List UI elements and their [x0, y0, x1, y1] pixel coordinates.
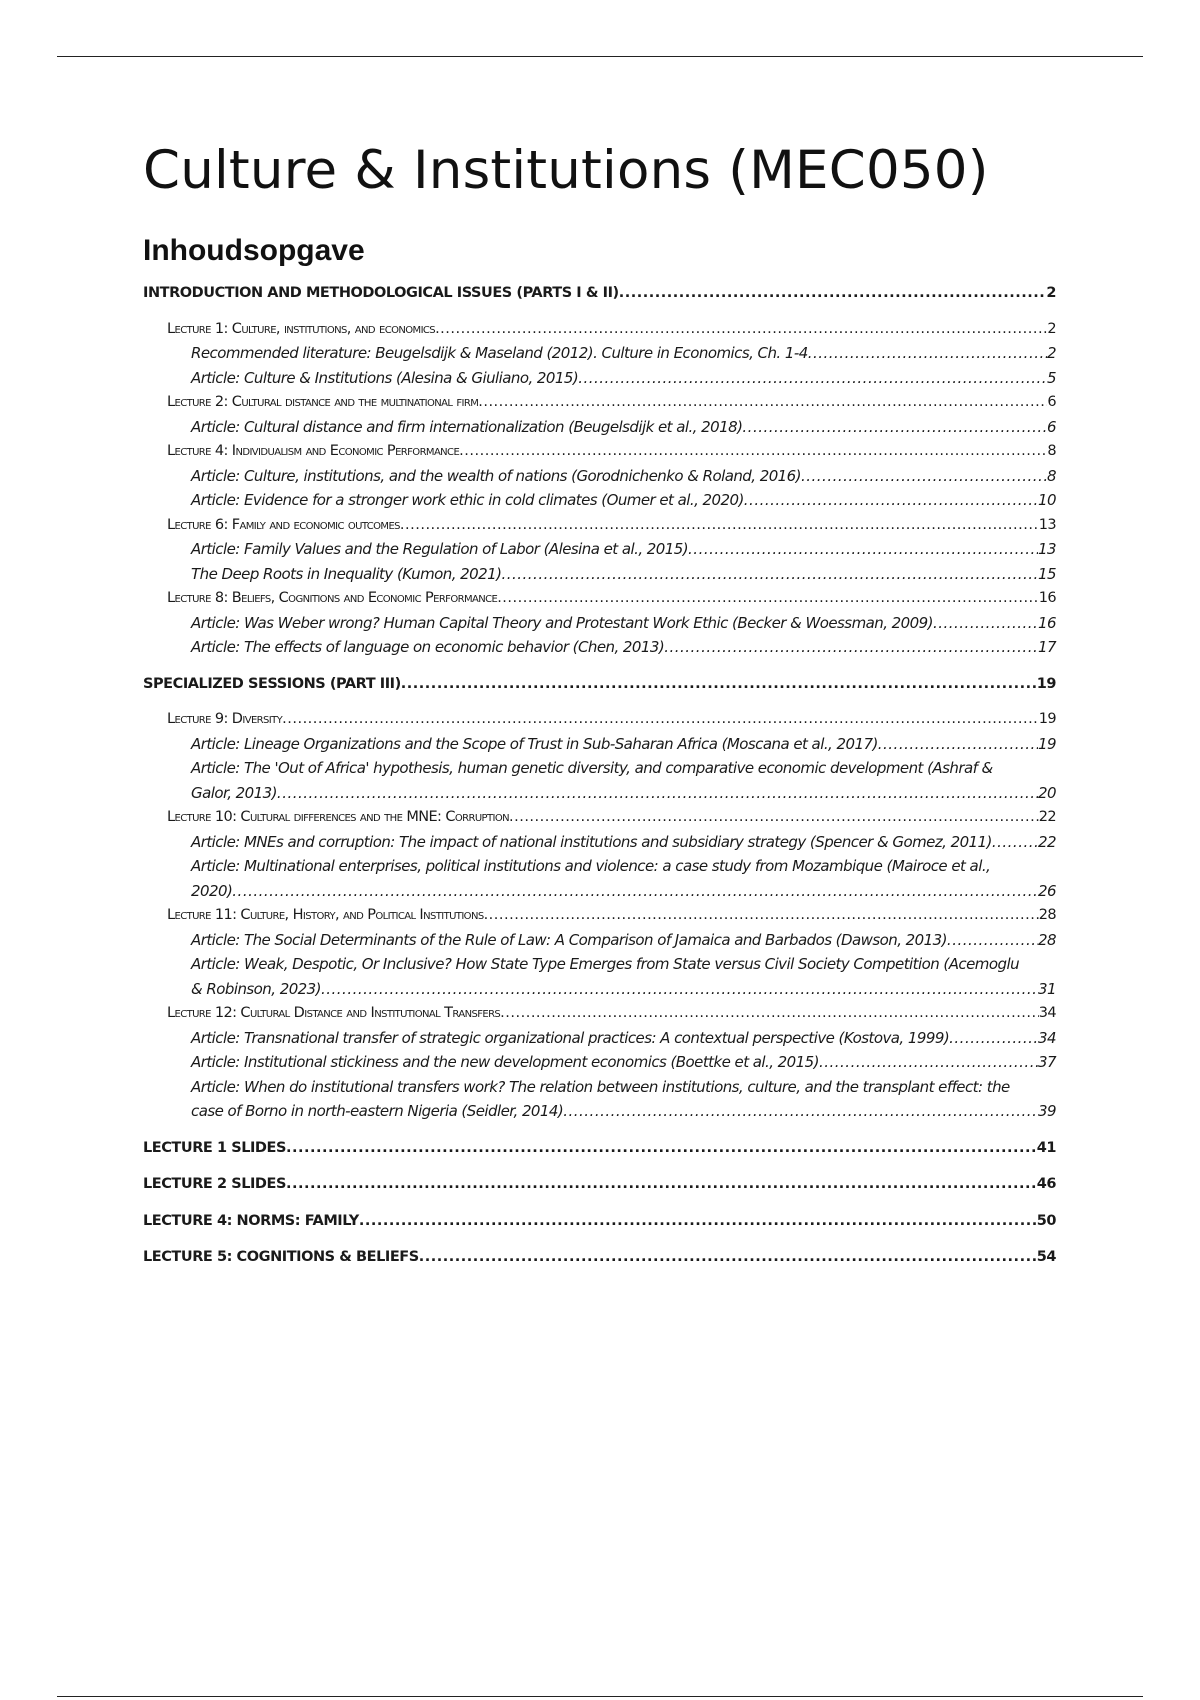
toc-page-number: 2 [1046, 285, 1056, 301]
toc-page-number: 28 [1038, 930, 1056, 949]
toc-leader-dots [232, 879, 1038, 904]
toc-entry-line [167, 903, 1056, 928]
toc-page-number: 28 [1038, 907, 1056, 923]
toc-entry-level-2[interactable] [167, 439, 1056, 464]
toc-entry-level-2[interactable] [167, 586, 1056, 611]
toc-entry-text: Article: Evidence for a stronger work ethic in cold climates (Oumer et al., 2020) [191, 491, 744, 509]
toc-leader-dots [933, 611, 1038, 636]
toc-entry-line [143, 1209, 1056, 1234]
toc-page-number: 19 [1036, 675, 1056, 692]
toc-leader-dots [878, 732, 1038, 757]
toc-entry-line [167, 1001, 1056, 1026]
toc-entry-text: SPECIALIZED SESSIONS (PART III) [143, 675, 401, 692]
toc-leader-dots [744, 488, 1038, 513]
toc-entry-text: LECTURE 2 SLIDES [143, 1176, 286, 1192]
toc-entry-level-3[interactable] [191, 1026, 1056, 1051]
toc-leader-dots [947, 928, 1038, 953]
toc-page-number: 10 [1038, 491, 1056, 509]
toc-entry-text: Article: Family Values and the Regulation of Labor (Alesina et al., 2015) [191, 540, 689, 558]
toc-entry-text: Article: The effects of language on economic behavior (Chen, 2013) [191, 638, 665, 656]
toc-entry-text: 2020) [191, 881, 233, 900]
toc-leader-dots [801, 464, 1047, 489]
toc-entry-level-3[interactable] [191, 415, 1056, 440]
toc-entry-text: Recommended literature: Beugelsdijk & Maseland (2012). Culture in Economics, Ch. 1-4 [191, 344, 808, 362]
toc-leader-dots [808, 341, 1047, 366]
toc-entry-text: The Deep Roots in Inequality (Kumon, 2021) [191, 564, 502, 583]
toc-entry-text: LECTURE 5: COGNITIONS & BELIEFS [143, 1249, 419, 1265]
footer-rule [57, 1696, 1143, 1697]
toc-entry-line [143, 1172, 1056, 1197]
toc-leader-dots [419, 1245, 1037, 1270]
header-rule [57, 56, 1143, 57]
toc-entry-line [191, 781, 1056, 806]
toc-entry-text: Lecture 11: Culture, History, and Political Institutions [167, 907, 484, 923]
toc-entry-line [191, 488, 1056, 513]
toc-entry-line [191, 879, 1056, 904]
toc-leader-dots [688, 537, 1038, 562]
toc-entry-level-3[interactable] [191, 611, 1056, 636]
toc-entry-line [191, 366, 1056, 391]
toc-entry-text: & Robinson, 2023) [191, 979, 321, 998]
toc-leader-dots [500, 1001, 1039, 1026]
toc-entry-level-3[interactable] [191, 1075, 1056, 1124]
table-of-contents [143, 281, 1056, 1270]
toc-entry-text: Article: Culture & Institutions (Alesina & Giuliano, 2015) [191, 368, 579, 387]
toc-page-number: 8 [1047, 466, 1056, 485]
toc-page-number: 19 [1038, 711, 1056, 727]
toc-page-number: 46 [1036, 1176, 1056, 1192]
toc-entry-level-3[interactable] [191, 952, 1056, 1001]
toc-page-number: 39 [1038, 1102, 1056, 1120]
toc-entry-level-3[interactable] [191, 635, 1056, 660]
document-title: Culture & Institutions (MEC050) [143, 140, 989, 201]
toc-entry-level-3[interactable] [191, 562, 1056, 587]
toc-entry-text: Lecture 9: Diversity [167, 711, 283, 727]
toc-entry-text: Article: Transnational transfer of strategic organizational practices: A contextual perspective (Kostova, 1999) [191, 1028, 950, 1047]
toc-leader-dots [949, 1026, 1038, 1051]
toc-entry-text: LECTURE 4: NORMS: FAMILY [143, 1212, 359, 1229]
toc-page-number: 20 [1038, 783, 1056, 802]
toc-page-number: 50 [1036, 1212, 1056, 1229]
toc-entry-line [167, 439, 1056, 464]
toc-entry-level-1[interactable] [143, 281, 1056, 306]
toc-page-number: 26 [1038, 881, 1056, 900]
toc-entry-line [143, 281, 1056, 306]
toc-entry-text: Article: Weak, Despotic, Or Inclusive? How State Type Emerges from State versus Civil Society Competition (Acemoglu [191, 955, 1020, 973]
toc-entry-level-3[interactable] [191, 854, 1056, 903]
toc-page-number: 17 [1038, 638, 1056, 656]
toc-entry-line [167, 586, 1056, 611]
toc-entry-text: Article: The Social Determinants of the Rule of Law: A Comparison of Jamaica and Barbados (Dawson, 2013) [191, 930, 947, 949]
toc-entry-text: Lecture 8: Beliefs, Cognitions and Economic Performance [167, 590, 498, 606]
toc-entry-line [191, 1099, 1056, 1124]
toc-entry-level-1[interactable] [143, 1245, 1056, 1270]
toc-entry-text: Article: MNEs and corruption: The impact of national institutions and subsidiary strategy (Spencer & Gomez, 2011) [191, 832, 992, 851]
toc-page-number: 6 [1047, 417, 1056, 436]
toc-leader-dots [509, 805, 1039, 830]
toc-page-number: 16 [1038, 613, 1056, 632]
toc-entry-level-2[interactable] [167, 903, 1056, 928]
toc-entry-text: Lecture 1: Culture, institutions, and economics [167, 320, 436, 337]
toc-entry-text: Article: Lineage Organizations and the Scope of Trust in Sub-Saharan Africa (Moscana et al., 2017) [191, 734, 878, 753]
toc-entry-line [191, 562, 1056, 587]
toc-entry-level-3[interactable] [191, 366, 1056, 391]
toc-entry-level-2[interactable] [167, 513, 1056, 538]
toc-page-number: 19 [1038, 734, 1056, 753]
toc-page-number: 34 [1038, 1028, 1056, 1047]
toc-entry-text: Lecture 12: Cultural Distance and Institutional Transfers [167, 1005, 501, 1021]
toc-entry-level-1[interactable] [143, 1136, 1056, 1161]
toc-entry-text: LECTURE 1 SLIDES [143, 1139, 286, 1156]
toc-entry-text: Article: Cultural distance and firm internationalization (Beugelsdijk et al., 2018) [191, 417, 743, 436]
toc-leader-dots [401, 672, 1037, 697]
toc-entry-line [167, 513, 1056, 538]
toc-entry-level-2[interactable] [167, 707, 1056, 732]
toc-entry-line [143, 672, 1056, 697]
toc-entry-line [191, 830, 1056, 855]
toc-leader-dots [578, 366, 1047, 391]
toc-page-number: 37 [1038, 1053, 1056, 1071]
toc-page-number: 2 [1047, 320, 1056, 337]
toc-entry-line [143, 1136, 1056, 1161]
toc-entry-level-3[interactable] [191, 732, 1056, 757]
toc-entry-line [191, 732, 1056, 757]
toc-leader-dots [619, 281, 1047, 306]
toc-entry-line [191, 928, 1056, 953]
toc-leader-dots [459, 439, 1047, 464]
toc-entry-level-3[interactable] [191, 928, 1056, 953]
toc-leader-dots [282, 707, 1039, 732]
toc-leader-dots [277, 781, 1038, 806]
toc-page-number: 5 [1047, 368, 1056, 387]
toc-entry-level-1[interactable] [143, 1209, 1056, 1234]
toc-entry-level-2[interactable] [167, 1001, 1056, 1026]
toc-entry-line [167, 390, 1056, 415]
toc-entry-line [191, 1026, 1056, 1051]
toc-entry-level-2[interactable] [167, 805, 1056, 830]
toc-leader-dots [563, 1099, 1038, 1124]
toc-page-number: 54 [1036, 1249, 1056, 1265]
toc-entry-text: Article: Multinational enterprises, political institutions and violence: a case study from Mozambique (Mairoce et al., [191, 857, 991, 875]
toc-entry-level-3[interactable] [191, 488, 1056, 513]
toc-entry-level-3[interactable] [191, 537, 1056, 562]
toc-leader-dots [321, 977, 1038, 1002]
toc-entry-line [191, 635, 1056, 660]
toc-page-number: 41 [1036, 1139, 1056, 1156]
toc-entry-level-1[interactable] [143, 672, 1056, 697]
toc-entry-text: Article: Institutional stickiness and the new development economics (Boettke et al., 2015) [191, 1053, 819, 1071]
toc-leader-dots [478, 390, 1047, 415]
toc-leader-dots [664, 635, 1038, 660]
toc-entry-text: Article: Culture, institutions, and the wealth of nations (Gorodnichenko & Roland, 2016) [191, 466, 801, 485]
toc-entry-text: Lecture 6: Family and economic outcomes [167, 516, 400, 533]
toc-entry-text: Galor, 2013) [191, 783, 277, 802]
toc-entry-level-3[interactable] [191, 830, 1056, 855]
toc-page-number: 22 [1038, 809, 1056, 825]
toc-page-number: 13 [1038, 540, 1056, 558]
toc-entry-text: Lecture 2: Cultural distance and the multinational firm [167, 394, 479, 410]
toc-entry-text: Article: Was Weber wrong? Human Capital Theory and Protestant Work Ethic (Becker & Woessman, 2009) [191, 613, 933, 632]
toc-leader-dots [742, 415, 1047, 440]
toc-entry-line [167, 805, 1056, 830]
toc-leader-dots [819, 1050, 1038, 1075]
toc-entry-text: Lecture 4: Individualism and Economic Performance [167, 443, 460, 459]
toc-entry-text: case of Borno in north-eastern Nigeria (Seidler, 2014) [191, 1102, 564, 1120]
toc-leader-dots [501, 562, 1038, 587]
toc-entry-line [191, 977, 1056, 1002]
toc-entry-level-2[interactable] [167, 317, 1056, 342]
toc-entry-level-2[interactable] [167, 390, 1056, 415]
toc-leader-dots [359, 1209, 1037, 1234]
toc-page-number: 22 [1038, 832, 1056, 851]
toc-entry-line [143, 1245, 1056, 1270]
toc-entry-line [191, 464, 1056, 489]
toc-page-number: 16 [1038, 590, 1056, 606]
toc-leader-dots [400, 513, 1039, 538]
toc-page-number: 8 [1047, 443, 1056, 459]
toc-leader-dots [286, 1136, 1037, 1161]
toc-entry-line [167, 317, 1056, 342]
toc-leader-dots [435, 317, 1047, 342]
toc-entry-line [167, 707, 1056, 732]
toc-entry-text: Lecture 10: Cultural differences and the MNE: Corruption [167, 809, 509, 825]
toc-entry-level-1[interactable] [143, 1172, 1056, 1197]
toc-page-number: 2 [1047, 344, 1056, 362]
toc-heading: Inhoudsopgave [143, 234, 365, 267]
toc-entry-line [191, 415, 1056, 440]
toc-entry-level-3[interactable] [191, 341, 1056, 366]
toc-entry-text: Article: When do institutional transfers work? The relation between institutions, culture, and the transplant effect: the [191, 1077, 1010, 1096]
toc-entry-text: INTRODUCTION AND METHODOLOGICAL ISSUES (PARTS I & II) [143, 285, 619, 301]
toc-leader-dots [484, 903, 1039, 928]
toc-entry-level-3[interactable] [191, 756, 1056, 805]
toc-leader-dots [497, 586, 1039, 611]
toc-entry-line [191, 1050, 1056, 1075]
toc-entry-line [191, 537, 1056, 562]
toc-page-number: 15 [1038, 564, 1056, 583]
toc-page-number: 34 [1038, 1005, 1056, 1021]
toc-leader-dots [286, 1172, 1037, 1197]
toc-page-number: 31 [1038, 979, 1056, 998]
toc-entry-line [191, 611, 1056, 636]
toc-page-number: 6 [1047, 394, 1056, 410]
toc-entry-text: Article: The 'Out of Africa' hypothesis, human genetic diversity, and comparative economic development (Ashraf & [191, 759, 993, 777]
toc-entry-level-3[interactable] [191, 464, 1056, 489]
toc-entry-level-3[interactable] [191, 1050, 1056, 1075]
toc-leader-dots [992, 830, 1038, 855]
toc-entry-line [191, 341, 1056, 366]
toc-page-number: 13 [1038, 516, 1056, 533]
